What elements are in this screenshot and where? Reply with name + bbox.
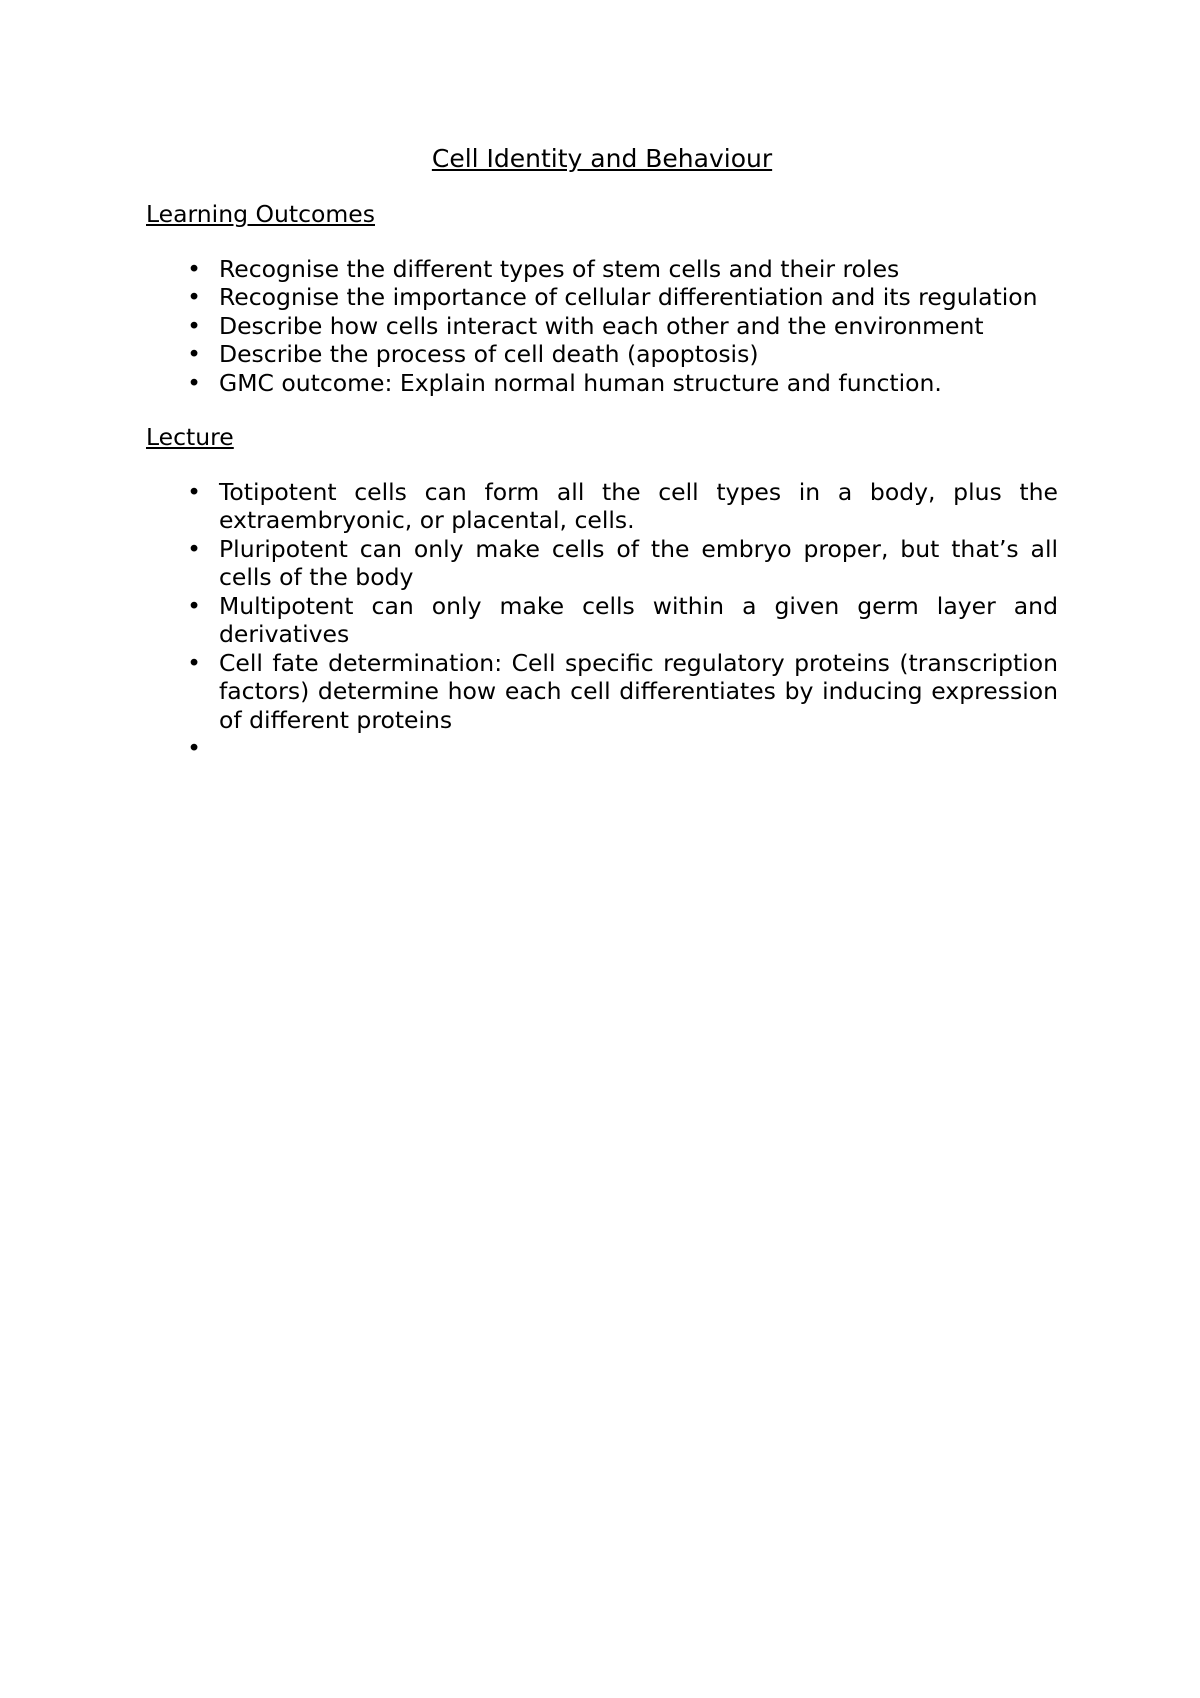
list-item bbox=[146, 649, 1058, 735]
bullet-icon: • bbox=[187, 254, 201, 283]
bullet-icon: • bbox=[187, 368, 201, 397]
lecture-notes-list bbox=[146, 478, 1058, 763]
bullet-icon: • bbox=[187, 734, 201, 762]
bullet-icon: • bbox=[187, 283, 201, 311]
bullet-icon: • bbox=[187, 340, 201, 368]
list-item-text: Pluripotent can only make cells of the embryo proper, but that’s all cells of the body bbox=[219, 534, 1058, 591]
list-item-text: Multipotent can only make cells within a given germ layer and derivatives bbox=[219, 591, 1058, 648]
learning-outcomes-list bbox=[146, 255, 1058, 398]
document-body bbox=[146, 140, 1058, 763]
document-title: Cell Identity and Behaviour bbox=[431, 144, 773, 173]
list-item-text: GMC outcome: Explain normal human structure and function. bbox=[219, 368, 942, 397]
list-item-text: Totipotent cells can form all the cell types in a body, plus the extraembryonic, or placental, cells. bbox=[219, 477, 1058, 534]
section-heading-lecture: Lecture bbox=[146, 423, 234, 451]
list-item bbox=[146, 734, 1058, 763]
list-item bbox=[146, 255, 1058, 284]
list-item bbox=[146, 283, 1058, 312]
bullet-icon: • bbox=[187, 477, 201, 506]
list-item bbox=[146, 369, 1058, 398]
list-item-text: Describe the process of cell death (apoptosis) bbox=[219, 340, 759, 368]
list-item bbox=[146, 312, 1058, 341]
list-item bbox=[146, 535, 1058, 592]
list-item-text: Recognise the different types of stem cells and their roles bbox=[219, 254, 900, 283]
bullet-icon: • bbox=[187, 591, 201, 620]
list-item-text: Describe how cells interact with each other and the environment bbox=[219, 311, 984, 340]
list-item bbox=[146, 592, 1058, 649]
list-item-text: Recognise the importance of cellular differentiation and its regulation bbox=[219, 283, 1038, 311]
bullet-icon: • bbox=[187, 311, 201, 340]
list-item-text: Cell fate determination: Cell specific regulatory proteins (transcription factors) determine how each cell differentiates by inducing expression of different proteins bbox=[219, 648, 1058, 734]
list-item bbox=[146, 478, 1058, 535]
section-heading-learning-outcomes: Learning Outcomes bbox=[146, 200, 375, 228]
list-item bbox=[146, 340, 1058, 369]
bullet-icon: • bbox=[187, 534, 201, 563]
list-item-text bbox=[219, 734, 1058, 763]
bullet-icon: • bbox=[187, 648, 201, 677]
